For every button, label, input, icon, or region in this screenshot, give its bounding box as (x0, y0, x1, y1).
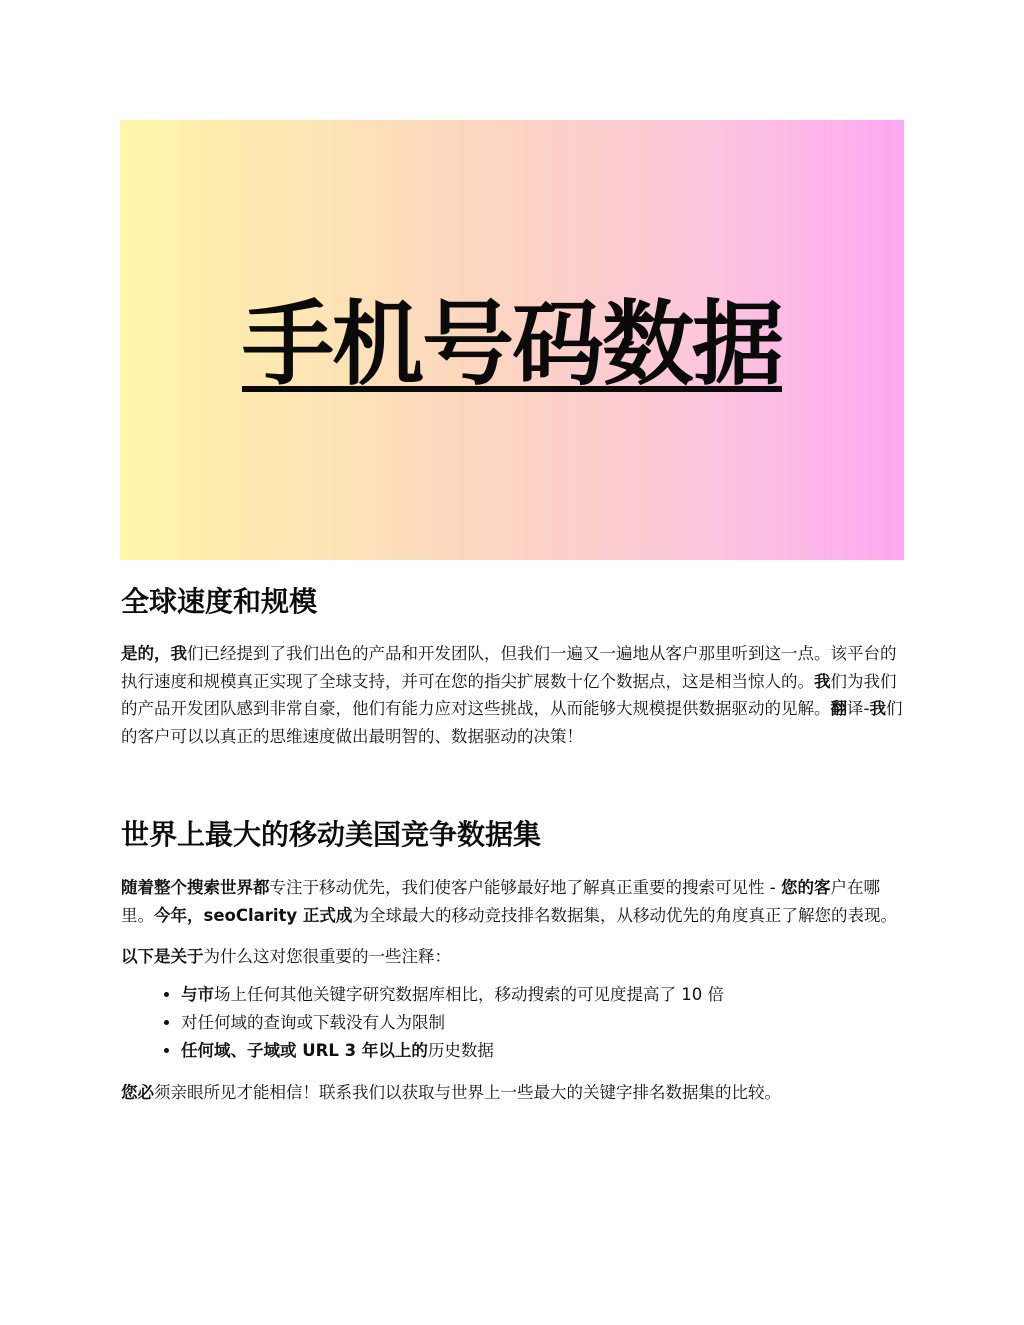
notes-bullet-list (121, 981, 903, 1065)
bold-run: 您必 (121, 1082, 154, 1102)
text-run: 专注于移动优先，我们使客户能够最好地了解真正重要的搜索可见性 - (269, 878, 781, 897)
bold-run: 我 (869, 699, 886, 718)
text-run: 须亲眼所见才能相信！联系我们以获取与世界上一些最大的关键字排名数据集的比较。 (154, 1082, 781, 1102)
section-heading-speed-scale: 全球速度和规模 (121, 585, 318, 618)
bold-run: 随着整个搜索世界都 (121, 878, 270, 897)
text-run: 译- (847, 699, 870, 718)
bold-run: 翻 (830, 699, 847, 718)
hero-banner (120, 120, 904, 560)
intro-paragraph (121, 640, 903, 750)
bold-run: 您的客 (780, 878, 831, 897)
call-to-action-paragraph (121, 1079, 903, 1107)
bold-run: 是的，我 (121, 644, 187, 663)
list-item (181, 1037, 903, 1065)
text-run: 们的客户可以以真正的思维速度做出最明智的、数据驱动的决策！ (121, 699, 903, 746)
text-run: 对任何域的查询或下载没有人为限制 (181, 1012, 445, 1032)
list-item (181, 981, 903, 1009)
text-run: 们为我们的产品开发团队感到非常自豪，他们有能力应对这些挑战，从而能够大规模提供数据驱动的见解。 (121, 671, 897, 718)
document-body (121, 584, 903, 1106)
text-run: 户在哪里。 (121, 878, 880, 925)
bold-run: 以下是关于 (121, 947, 204, 966)
text-run: 历史数据 (427, 1040, 494, 1060)
text-run: 为什么这对您很重要的一些注释： (203, 947, 451, 966)
banner-title: 手机号码数据 (241, 291, 782, 398)
bold-run: 我 (814, 671, 831, 691)
bold-run: 任何域、子域或 URL 3 年以上的 (181, 1040, 428, 1060)
text-run: 们已经提到了我们出色的产品和开发团队，但我们一遍又一遍地从客户那里听到这一点。该平台的执行速度和规模真正实现了全球支持，并可在您的指尖扩展数十亿个数据点，这是相当惊人的。 (121, 644, 897, 691)
notes-intro-paragraph (121, 943, 903, 971)
list-item (181, 1009, 903, 1037)
section-heading-mobile-dataset: 世界上最大的移动美国竞争数据集 (121, 818, 542, 851)
text-run: 为全球最大的移动竞技排名数据集，从移动优先的角度真正了解您的表现。 (352, 905, 897, 925)
bold-run: 与市 (181, 984, 214, 1004)
text-run: 场上任何其他关键字研究数据库相比，移动搜索的可见度提高了 10 倍 (214, 984, 724, 1004)
mobile-first-paragraph (121, 874, 903, 929)
bold-run: 今年，seoClarity 正式成 (154, 905, 353, 925)
